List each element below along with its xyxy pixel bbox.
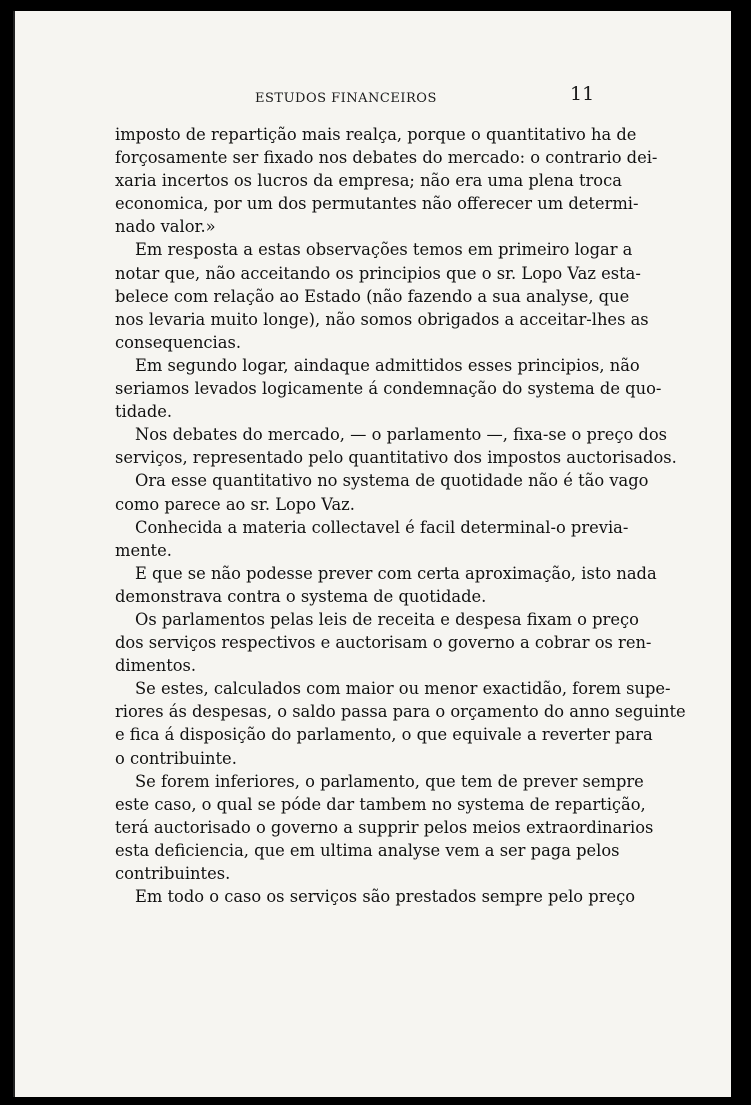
text-line: imposto de repartição mais realça, porque o quantitativo ha de bbox=[115, 125, 637, 144]
text-line: Nos debates do mercado, — o parlamento —, fixa-se o preço dos bbox=[135, 425, 668, 445]
text-line: Ora esse quantitativo no systema de quotidade não é tão vago bbox=[135, 471, 649, 491]
text-line: dos serviços respectivos e auctorisam o governo a cobrar os ren- bbox=[115, 633, 652, 653]
text-line: forçosamente ser fixado nos debates do mercado: o contrario dei- bbox=[115, 148, 658, 168]
text-line: mente. bbox=[115, 540, 172, 560]
text-line: este caso, o qual se póde dar tambem no systema de repartição, bbox=[115, 794, 646, 814]
text-line: Se forem inferiores, o parlamento, que tem de prever sempre bbox=[135, 771, 644, 791]
page-number: 11 bbox=[570, 83, 595, 105]
text-line: como parece ao sr. Lopo Vaz. bbox=[115, 494, 355, 514]
text-line: E que se não podesse prever com certa aproximação, isto nada bbox=[135, 563, 657, 583]
text-line: economica, por um dos permutantes não offerecer um determi- bbox=[115, 194, 639, 214]
text-line: e fica á disposição do parlamento, o que equivale a reverter para bbox=[115, 725, 653, 745]
text-line: serviços, representado pelo quantitativo dos impostos auctorisados. bbox=[115, 448, 677, 468]
text-line: o contribuinte. bbox=[115, 748, 237, 768]
text-line: Se estes, calculados com maior ou menor exactidão, forem supe- bbox=[135, 679, 671, 699]
text-line: seriamos levados logicamente á condemnação do systema de quo- bbox=[115, 379, 662, 399]
book-page bbox=[13, 11, 733, 1097]
text-line: Conhecida a materia collectavel é facil determinal-o previa- bbox=[135, 517, 629, 537]
text-line: notar que, não acceitando os principios que o sr. Lopo Vaz esta- bbox=[115, 263, 641, 283]
body-text bbox=[115, 123, 686, 908]
text-line: consequencias. bbox=[115, 332, 241, 352]
text-line: esta deficiencia, que em ultima analyse vem a ser paga pelos bbox=[115, 840, 620, 860]
text-line: Em segundo logar, aindaque admittidos esses principios, não bbox=[135, 355, 640, 375]
text-line: belece com relação ao Estado (não fazendo a sua analyse, que bbox=[115, 286, 630, 306]
text-line: Os parlamentos pelas leis de receita e despesa fixam o preço bbox=[135, 609, 639, 629]
text-line: nos levaria muito longe), não somos obrigados a acceitar-lhes as bbox=[115, 309, 649, 329]
text-line: nado valor.» bbox=[115, 217, 216, 237]
text-line: riores ás despesas, o saldo passa para o orçamento do anno seguinte bbox=[115, 702, 686, 722]
text-line: Em resposta a estas observações temos em primeiro logar a bbox=[135, 240, 633, 260]
text-line: xaria incertos os lucros da empresa; não era uma plena troca bbox=[115, 171, 622, 191]
text-line: tidade. bbox=[115, 402, 173, 422]
running-title: ESTUDOS FINANCEIROS bbox=[255, 91, 437, 106]
text-line: terá auctorisado o governo a supprir pelos meios extraordinarios bbox=[115, 817, 654, 837]
text-line: contribuintes. bbox=[115, 864, 231, 883]
text-line: demonstrava contra o systema de quotidade. bbox=[115, 586, 487, 606]
text-line: Em todo o caso os serviços são prestados sempre pelo preço bbox=[135, 887, 636, 907]
text-line: dimentos. bbox=[115, 656, 197, 676]
scan-border bbox=[731, 0, 751, 1105]
